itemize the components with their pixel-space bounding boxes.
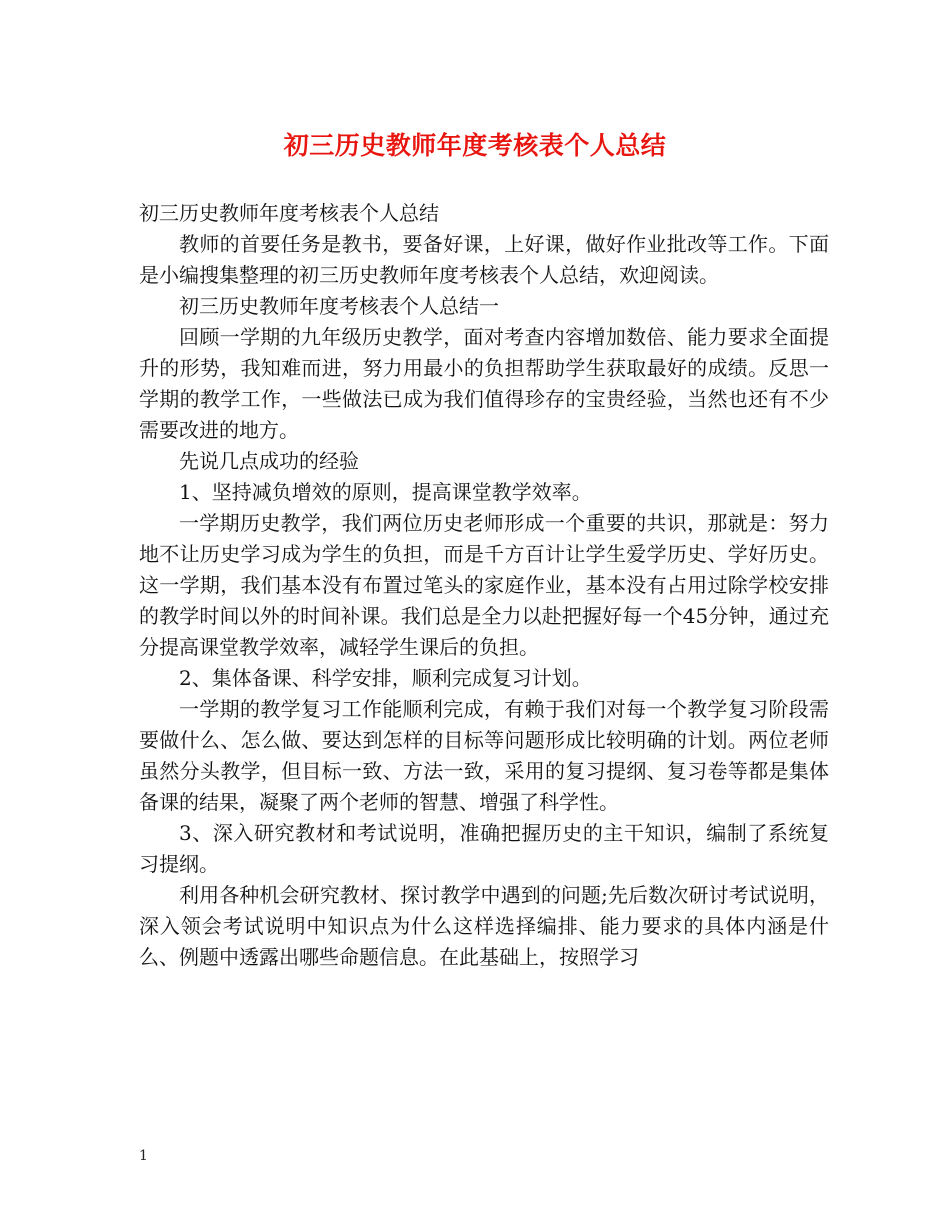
page-number: 1 [139, 1148, 148, 1164]
paragraph: 利用各种机会研究教材、探讨教学中遇到的问题;先后数次研讨考试说明，深入领会考试说明中知识点为什么这样选择编排、能力要求的具体内涵是什么、例题中透露出哪些命题信息。在此基础上，按照学习 [139, 883, 829, 969]
paragraph: 先说几点成功的经验 [179, 449, 359, 473]
paragraph: 初三历史教师年度考核表个人总结 [139, 201, 439, 225]
paragraph: 一学期的教学复习工作能顺利完成，有赖于我们对每一个教学复习阶段需要做什么、怎么做、要达到怎样的目标等问题形成比较明确的计划。两位老师虽然分头教学，但目标一致、方法一致，采用的复习提纲、复习卷等都是集体备课的结果，凝聚了两个老师的智慧、增强了科学性。 [139, 697, 829, 814]
paragraph: 1、坚持减负增效的原则，提高课堂教学效率。 [179, 480, 592, 504]
paragraph: 教师的首要任务是教书，要备好课，上好课，做好作业批改等工作。下面是小编搜集整理的初三历史教师年度考核表个人总结，欢迎阅读。 [139, 232, 829, 287]
paragraph: 回顾一学期的九年级历史教学，面对考查内容增加数倍、能力要求全面提升的形势，我知难而进，努力用最小的负担帮助学生获取最好的成绩。反思一学期的教学工作，一些做法已成为我们值得珍存的宝贵经验，当然也还有不少需要改进的地方。 [139, 325, 829, 442]
paragraph: 2、集体备课、科学安排，顺利完成复习计划。 [179, 666, 592, 690]
document-title: 初三历史教师年度考核表个人总结 [283, 131, 667, 160]
document-body [139, 198, 829, 973]
paragraph: 3、深入研究教材和考试说明，准确把握历史的主干知识，编制了系统复习提纲。 [139, 821, 829, 876]
paragraph: 一学期历史教学，我们两位历史老师形成一个重要的共识，那就是：努力地不让历史学习成为学生的负担，而是千方百计让学生爱学历史、学好历史。这一学期，我们基本没有布置过笔头的家庭作业，基本没有占用过除学校安排的教学时间以外的时间补课。我们总是全力以赴把握好每一个45分钟，通过充分提高课堂教学效率，减轻学生课后的负担。 [139, 511, 829, 659]
paragraph: 初三历史教师年度考核表个人总结一 [179, 294, 499, 318]
